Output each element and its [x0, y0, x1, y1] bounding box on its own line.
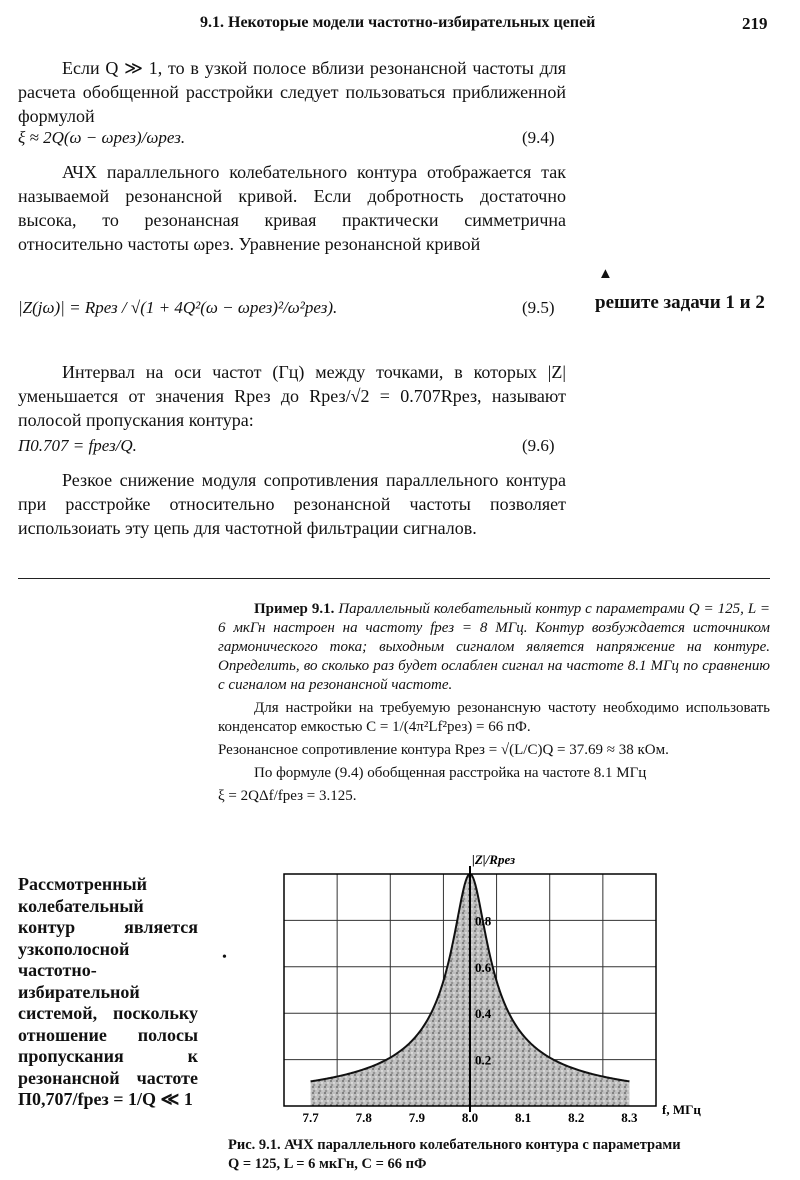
eq-number-9-6: (9.6): [522, 436, 555, 455]
example-line-2: Резонансное сопротивление контура Rрез = √(L/C)Q = 37.69 ≈ 38 кОм.: [218, 742, 669, 758]
paragraph-3: Интервал на оси частот (Гц) между точками, в которых |Z| уменьшается от значения Rрез до Rрез/√2 = 0.707Rрез, называют полосой пропускания контура:: [18, 362, 566, 430]
page-number: 219: [742, 14, 768, 33]
y-tick-label: 0.4: [475, 1006, 492, 1022]
paragraph-4: Резкое снижение модуля сопротивления параллельного контура при расстройке относительно резонансной частоты позволяет использоиать эту цепь для частотной фильтрации сигналов.: [18, 470, 566, 538]
x-tick-label: 7.9: [408, 1110, 425, 1125]
y-axis-label: |Z|/Rрез: [472, 852, 516, 867]
x-tick-label: 8.1: [515, 1110, 532, 1125]
formula-9-6: П0.707 = fрез/Q.: [18, 436, 137, 455]
example-text: Параллельный колебательный контур с параметрами Q = 125, L = 6 мкГн настроен на частоту fрез = 8 МГц. Контур возбуждается источником гармонического тока; выходным сигналом является напряжение на контуре. Определить, во сколько раз будет ослаблен сигнал на частоте 8.1 МГц по сравнению с сигналом на резонансной частоте.: [218, 601, 770, 693]
figure-caption: [228, 1136, 778, 1174]
x-axis-label: f, МГц: [662, 1102, 701, 1117]
example-title: Пример 9.1.: [254, 601, 335, 617]
x-tick-label: 8.3: [621, 1110, 638, 1125]
x-tick-labels: [302, 1110, 638, 1125]
y-tick-label: 0.8: [475, 913, 492, 929]
sidebar-note: Рассмотренный колебательный контур является узкополосной частотно-избирательной системой, поскольку отношение полосы пропускания к резонансной частоте П0,707/fрез = 1/Q ≪ 1: [18, 874, 198, 1109]
example-statement: [218, 600, 770, 695]
running-title: 9.1. Некоторые модели частотно-избирательных цепей: [200, 14, 596, 31]
section-divider: [18, 578, 770, 579]
eq-number-9-4: (9.4): [522, 128, 555, 147]
x-tick-label: 7.7: [302, 1110, 319, 1125]
caption-line-2: Q = 125, L = 6 мкГн, C = 66 пФ: [228, 1156, 427, 1172]
x-tick-label: 8.2: [568, 1110, 585, 1125]
eq-number-9-5: (9.5): [522, 298, 555, 317]
formula-9-5: |Z(jω)| = Rрез / √(1 + 4Q²(ω − ωрез)²/ω²рез).: [18, 298, 338, 317]
x-tick-label: 8.0: [461, 1110, 479, 1125]
y-tick-label: 0.2: [475, 1052, 492, 1068]
example-block: [218, 600, 770, 806]
example-line-1: Для настройки на требуемую резонансную частоту необходимо использовать конденсатор емкостью C = 1/(4π²Lf²рез) = 66 пФ.: [218, 700, 770, 735]
x-tick-label: 7.8: [355, 1110, 372, 1125]
paragraph-2: АЧХ параллельного колебательного контура отображается так называемой резонансной кривой. Если добротность достаточно высока, то резонансная кривая практически симметрична относительно частоты ωрез. Уравнение резонансной кривой: [18, 162, 566, 254]
example-line-4: ξ = 2QΔf/fрез = 3.125.: [218, 788, 357, 804]
example-line-3: По формуле (9.4) обобщенная расстройка на частоте 8.1 МГц: [254, 765, 647, 781]
formula-9-4: ξ ≈ 2Q(ω − ωрез)/ωрез.: [18, 128, 186, 147]
resonance-chart: [222, 846, 782, 1128]
triangle-icon: ▲: [598, 266, 613, 282]
y-tick-label: 0.6: [475, 959, 492, 975]
paragraph-1: Если Q ≫ 1, то в узкой полосе вблизи резонансной частоты для расчета обобщенной расстройки следует пользоваться приближенной формулой: [18, 58, 566, 126]
bullet-dot: •: [222, 950, 227, 965]
caption-line-1: Рис. 9.1. АЧХ параллельного колебательного контура с параметрами: [228, 1137, 681, 1153]
margin-hint: решите задачи 1 и 2: [595, 292, 765, 313]
